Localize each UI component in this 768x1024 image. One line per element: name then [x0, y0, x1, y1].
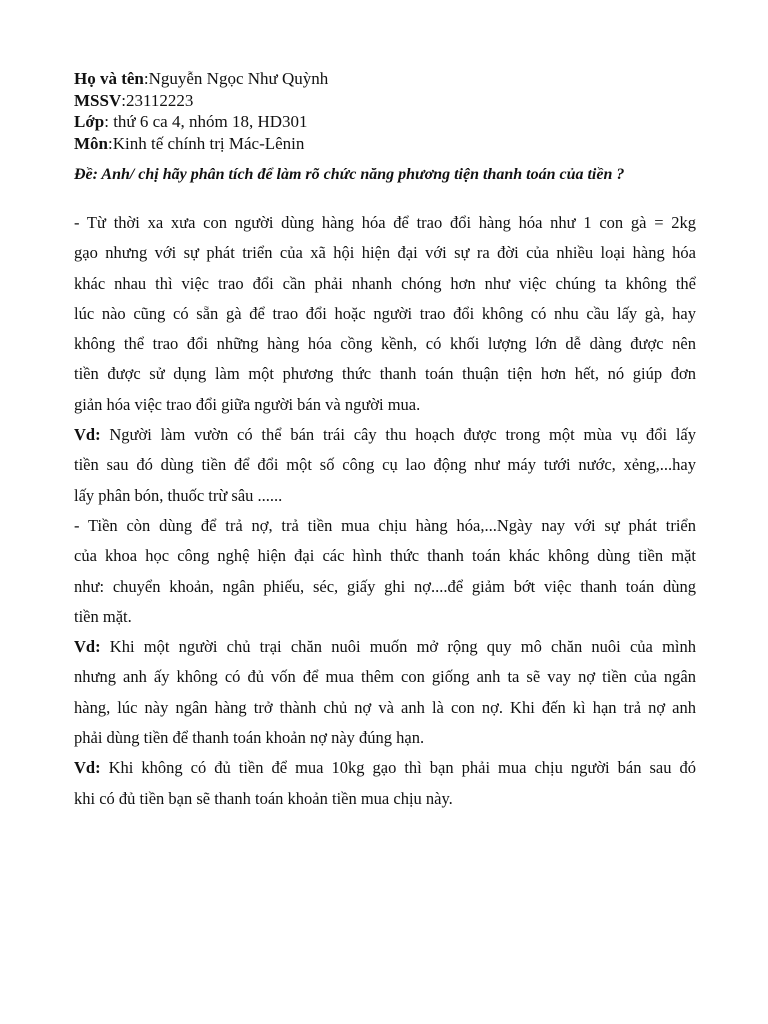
- example-label: Vd:: [74, 425, 101, 445]
- class-value: : thứ 6 ca 4, nhóm 18, HD301: [104, 112, 308, 131]
- text-line: - Từ thời xa xưa con người dùng hàng hóa để trao đổi hàng hóa như 1 con gà = 2kg: [74, 213, 696, 232]
- class-line: [74, 111, 328, 133]
- text-line: gạo nhưng với sự phát triển của xã hội hiện đại với sự ra đời của nhiều loại hàng hóa: [74, 243, 696, 263]
- text-line: lúc nào cũng có sẵn gà để trao đổi hoặc người trao đổi không có nhu cầu lấy gà, hay: [74, 303, 696, 323]
- text-line: nhưng anh ấy không có đủ vốn để mua thêm con giống anh ta sẽ vay nợ tiền của ngân: [74, 667, 696, 687]
- text-line: giản hóa việc trao đổi giữa người bán và người mua.: [74, 394, 421, 414]
- text-line: Vd: Người làm vườn có thể bán trái cây thu hoạch được trong một mùa vụ đổi lấy: [74, 425, 696, 445]
- student-info: [74, 68, 328, 154]
- example-2: [74, 632, 696, 753]
- text-line: hàng, lúc này ngân hàng trở thành chủ nợ và anh là con nợ. Khi đến kì hạn trả nợ anh: [74, 697, 696, 717]
- text-line: Vd: Khi không có đủ tiền để mua 10kg gạo thì bạn phải mua chịu người bán sau đó: [74, 758, 696, 778]
- example-3: [74, 753, 696, 814]
- text-line: - Tiền còn dùng để trả nợ, trả tiền mua chịu hàng hóa,...Ngày nay với sự phát triển: [74, 515, 696, 535]
- paragraph-1: [74, 208, 696, 420]
- name-line: [74, 68, 328, 90]
- subject-line: [74, 133, 328, 155]
- student-id-value: :23112223: [121, 90, 194, 110]
- text-line: phải dùng tiền để thanh toán khoản nợ này đúng hạn.: [74, 728, 425, 748]
- student-id-label: MSSV: [74, 90, 122, 110]
- text-line: khác nhau thì việc trao đổi cần phải nhanh chóng hơn như việc chúng ta không thể: [74, 273, 696, 293]
- example-label: Vd:: [74, 758, 101, 778]
- example-label: Vd:: [74, 637, 101, 657]
- text-line: tiền mặt.: [74, 606, 132, 626]
- text-line: như: chuyển khoản, ngân phiếu, séc, giấy ghi nợ....để giảm bớt việc thanh toán dùng: [74, 576, 696, 596]
- assignment-title: Đề: Anh/ chị hãy phân tích để làm rõ chức năng phương tiện thanh toán của tiền ?: [74, 166, 625, 183]
- text-line: không thể trao đổi những hàng hóa cồng kềnh, có khối lượng lớn dễ dàng được nên: [74, 334, 696, 354]
- text-line: của khoa học công nghệ hiện đại các hình thức thanh toán khác không dùng tiền mặt: [74, 546, 696, 566]
- text-line: Vd: Khi một người chủ trại chăn nuôi muốn mở rộng quy mô chăn nuôi của mình: [74, 637, 696, 657]
- text-line: tiền được sử dụng làm một phương thức thanh toán thuận tiện hơn hết, nó giúp đơn: [74, 364, 696, 384]
- example-1: [74, 420, 696, 511]
- text-line: tiền sau đó dùng tiền để đổi một số công cụ lao động như máy tưới nước, xẻng,...hay: [74, 455, 696, 475]
- name-label: Họ và tên: [74, 69, 144, 88]
- paragraph-2: [74, 511, 696, 632]
- student-id-line: [74, 90, 328, 112]
- name-value: :Nguyễn Ngọc Như Quỳnh: [143, 69, 329, 88]
- text-line: lấy phân bón, thuốc trừ sâu ......: [74, 485, 283, 505]
- subject-value: :Kinh tế chính trị Mác-Lênin: [108, 133, 305, 153]
- class-label: Lớp: [74, 112, 105, 131]
- essay-body: [74, 208, 696, 814]
- text-line: khi có đủ tiền bạn sẽ thanh toán khoản tiền mua chịu này.: [74, 788, 453, 808]
- subject-label: Môn: [74, 133, 108, 153]
